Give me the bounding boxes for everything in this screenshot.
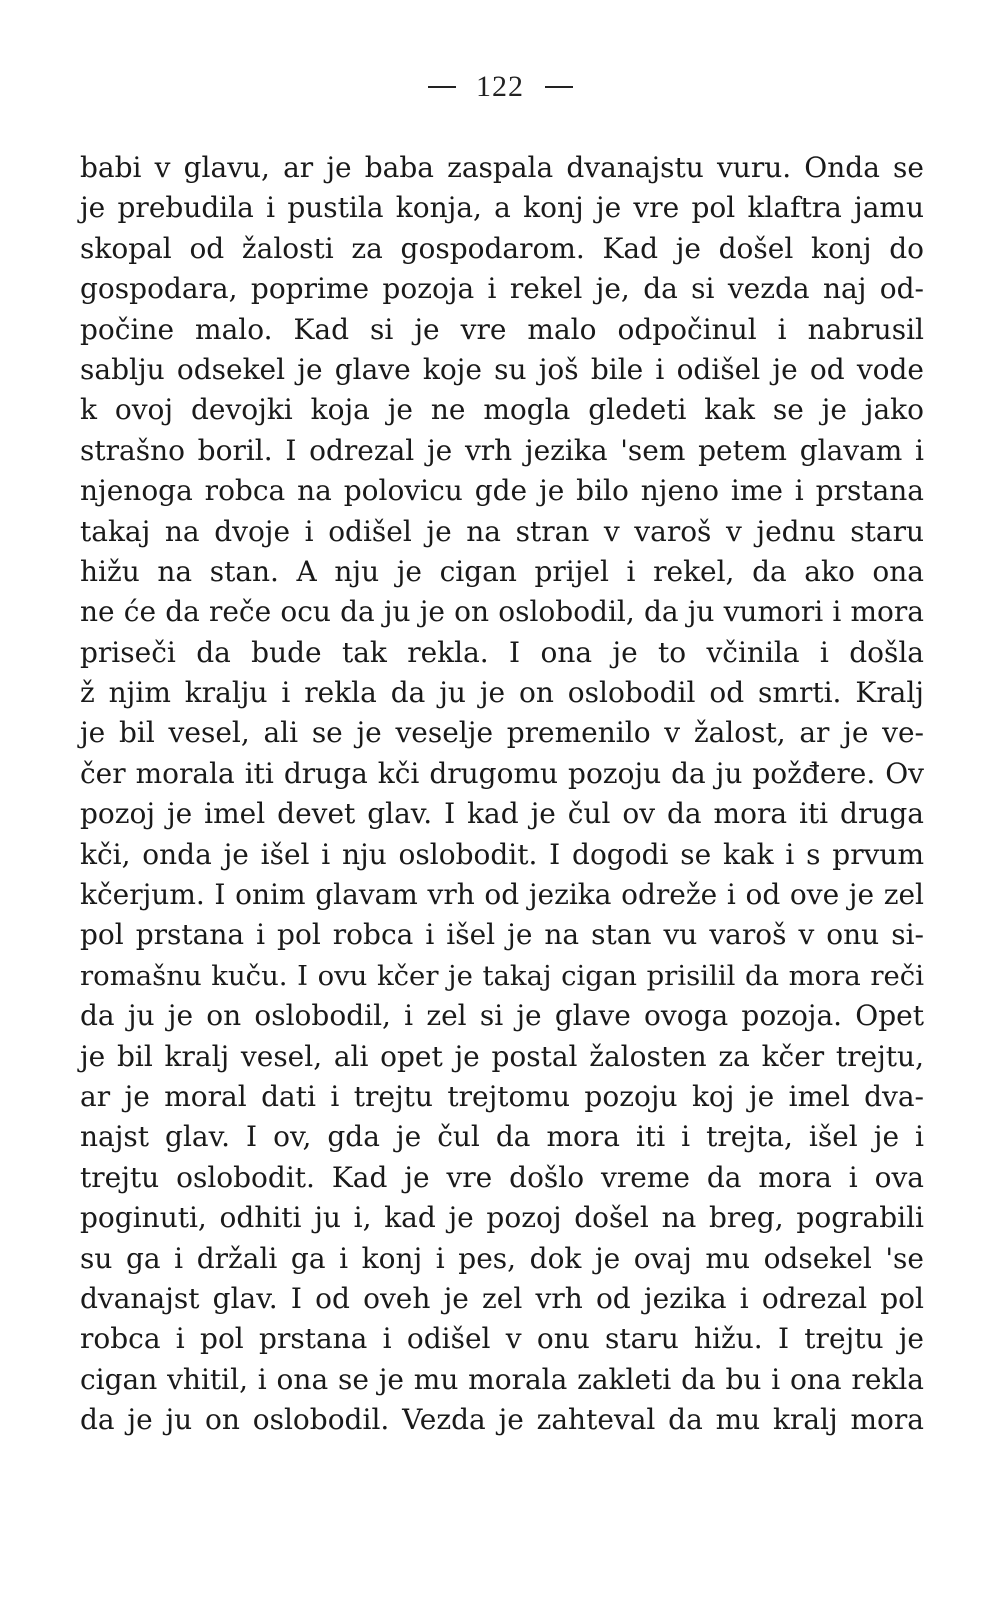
text-line: počine malo. Kad si je vre malo odpočinul i nabrusil (80, 312, 924, 346)
text-line: babi v glavu, ar je baba zaspala dvanajstu vuru. Onda se (80, 151, 924, 184)
text-line: da je ju on oslobodil. Vezda je zahteval da mu kralj mora (80, 1403, 924, 1437)
text-line: kčerjum. I onim glavam vrh od jezika odreže i od ove je zel (80, 878, 924, 912)
body-text (80, 148, 924, 1441)
text-line: da ju je on oslobodil, i zel si je glave ovoga pozoja. Opet (80, 999, 924, 1033)
text-line: ne će da reče ocu da ju je on oslobodil, da ju vumori i mora (80, 595, 924, 629)
text-line: dvanajst glav. I od oveh je zel vrh od jezika i odrezal pol (80, 1281, 924, 1315)
text-line: čer morala iti druga kči drugomu pozoju da ju požđere. Ov (80, 756, 924, 790)
page-number-header (0, 70, 1000, 104)
text-line: skopal od žalosti za gospodarom. Kad je došel konj do (80, 231, 924, 265)
text-line: robca i pol prstana i odišel v onu staru hižu. I trejtu je (80, 1322, 924, 1356)
text-line: najst glav. I ov, gda je čul da mora iti i trejta, išel je i (80, 1120, 924, 1154)
text-line: priseči da bude tak rekla. I ona je to včinila i došla (80, 635, 924, 669)
text-line: k ovoj devojki koja je ne mogla gledeti kak se je jako (80, 393, 924, 427)
text-line: romašnu kuču. I ovu kčer je takaj cigan prisilil da mora reči (80, 959, 924, 992)
text-line: kči, onda je išel i nju oslobodit. I dogodi se kak i s prvum (80, 837, 924, 871)
text-line: strašno boril. I odrezal je vrh jezika 'sem petem glavam i (80, 433, 924, 467)
text-line: trejtu oslobodit. Kad je vre došlo vreme da mora i ova (80, 1160, 924, 1194)
text-line: je bil kralj vesel, ali opet je postal žalosten za kčer trejtu, (80, 1039, 924, 1073)
text-line: njenoga robca na polovicu gde je bilo njeno ime i prstana (80, 474, 924, 508)
left-dash (428, 86, 456, 88)
text-line: cigan vhitil, i ona se je mu morala zakleti da bu i ona rekla (80, 1362, 924, 1396)
text-line: je prebudila i pustila konja, a konj je vre pol klaftra jamu (80, 191, 924, 225)
text-line: ar je moral dati i trejtu trejtomu pozoju koj je imel dva- (80, 1079, 924, 1113)
right-dash (545, 86, 573, 88)
text-line: sablju odsekel je glave koje su još bile i odišel je od vode (80, 352, 924, 386)
text-line: poginuti, odhiti ju i, kad je pozoj došel na breg, pograbili (80, 1201, 924, 1235)
text-line: ž njim kralju i rekla da ju je on oslobodil od smrti. Kralj (80, 676, 924, 710)
text-line: pol prstana i pol robca i išel je na stan vu varoš v onu si- (80, 918, 924, 952)
page-number: 122 (476, 70, 524, 103)
text-line: je bil vesel, ali se je veselje premenilo v žalost, ar je ve- (80, 716, 924, 750)
text-line: takaj na dvoje i odišel je na stran v varoš v jednu staru (80, 514, 924, 548)
text-line: hižu na stan. A nju je cigan prijel i rekel, da ako ona (80, 554, 924, 588)
text-line: su ga i držali ga i konj i pes, dok je ovaj mu odsekel 'se (80, 1241, 924, 1275)
text-line: pozoj je imel devet glav. I kad je čul ov da mora iti druga (80, 797, 924, 831)
text-line: gospodara, poprime pozoja i rekel je, da si vezda naj od- (80, 272, 924, 306)
